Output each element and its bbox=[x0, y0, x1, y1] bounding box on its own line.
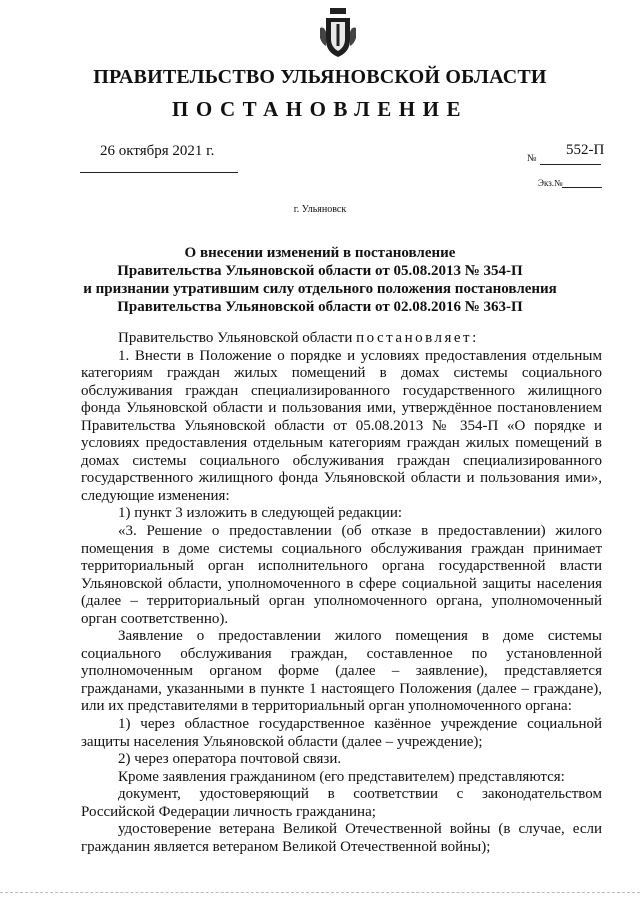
city: г. Ульяновск bbox=[293, 204, 347, 215]
page-edge bbox=[0, 892, 640, 893]
number-sign: № bbox=[527, 153, 537, 164]
coat-of-arms-icon bbox=[318, 6, 358, 60]
preamble bbox=[81, 330, 602, 348]
document-type: ПОСТАНОВЛЕНИЕ bbox=[172, 97, 468, 121]
paragraph: Кроме заявления гражданином (его представителем) представляются: bbox=[118, 768, 565, 785]
preamble-colon: : bbox=[472, 330, 477, 346]
document-date: 26 октября 2021 г. bbox=[100, 143, 215, 159]
paragraph: 1) пункт 3 изложить в следующей редакции: bbox=[118, 505, 403, 522]
document-subject bbox=[70, 244, 570, 316]
government-name: ПРАВИТЕЛЬСТВО УЛЬЯНОВСКОЙ ОБЛАСТИ bbox=[93, 66, 547, 88]
paragraph: документ, удостоверяющий в соответствии с законодательством Российской Федерации личность гражданина; bbox=[81, 786, 602, 820]
document-number: 552-П bbox=[566, 142, 605, 158]
subject-line: Правительства Ульяновской области от 02.08.2016 № 363-П bbox=[117, 299, 523, 315]
paragraph: 2) через оператора почтовой связи. bbox=[118, 751, 342, 768]
paragraph: Заявление о предоставлении жилого помещения в доме системы социального обслуживания граждан, составленное по установленной уполномоченным органом форме (далее – заявление), представляется гражданами, указанными в пункте 1 настоящего Положения (далее – граждане), или их представителями в территориальный орган уполномоченного органа: bbox=[81, 628, 602, 715]
document-body bbox=[81, 330, 602, 856]
preamble-verb: постановляет bbox=[356, 330, 473, 346]
paragraph: удостоверение ветерана Великой Отечественной войны (в случае, если гражданин является ветераном Великой Отечественной войны); bbox=[81, 821, 602, 855]
paragraph: 1) через областное государственное казённое учреждение социальной защиты населения Ульяновской области (далее – учреждение); bbox=[81, 716, 602, 750]
copy-number-underline bbox=[562, 187, 602, 188]
preamble-subject: Правительство Ульяновской области bbox=[118, 330, 353, 346]
copy-number-label: Экз.№ bbox=[538, 178, 563, 188]
subject-line: О внесении изменений в постановление bbox=[184, 245, 456, 261]
number-underline bbox=[540, 164, 601, 165]
paragraph: «3. Решение о предоставлении (об отказе в предоставлении) жилого помещения в доме системы социального обслуживания граждан принимает территориальный орган исполнительного органа государственной власти Ульяновской области, уполномоченного в сфере социальной защиты населения (далее – территориальный орган уполномоченного органа, уполномоченный орган соответственно). bbox=[81, 523, 602, 627]
subject-line: Правительства Ульяновской области от 05.08.2013 № 354-П bbox=[117, 263, 523, 279]
date-underline bbox=[80, 172, 238, 173]
subject-line: и признании утратившим силу отдельного положения постановления bbox=[83, 281, 557, 297]
paragraph: 1. Внести в Положение о порядке и условиях предоставления отдельным категориям граждан жилых помещений в домах системы социального обслуживания граждан специализированного государственного жилищного фонда Ульяновской области и пользования ими, утверждённое постановлением Правительства Ульяновской области от 05.08.2013 № 354-П «О порядке и условиях предоставления отдельным категориям граждан жилых помещений в домах системы социального обслуживания граждан специализированного государственного жилищного фонда Ульяновской области и пользования ими», следующие изменения: bbox=[81, 347, 602, 504]
